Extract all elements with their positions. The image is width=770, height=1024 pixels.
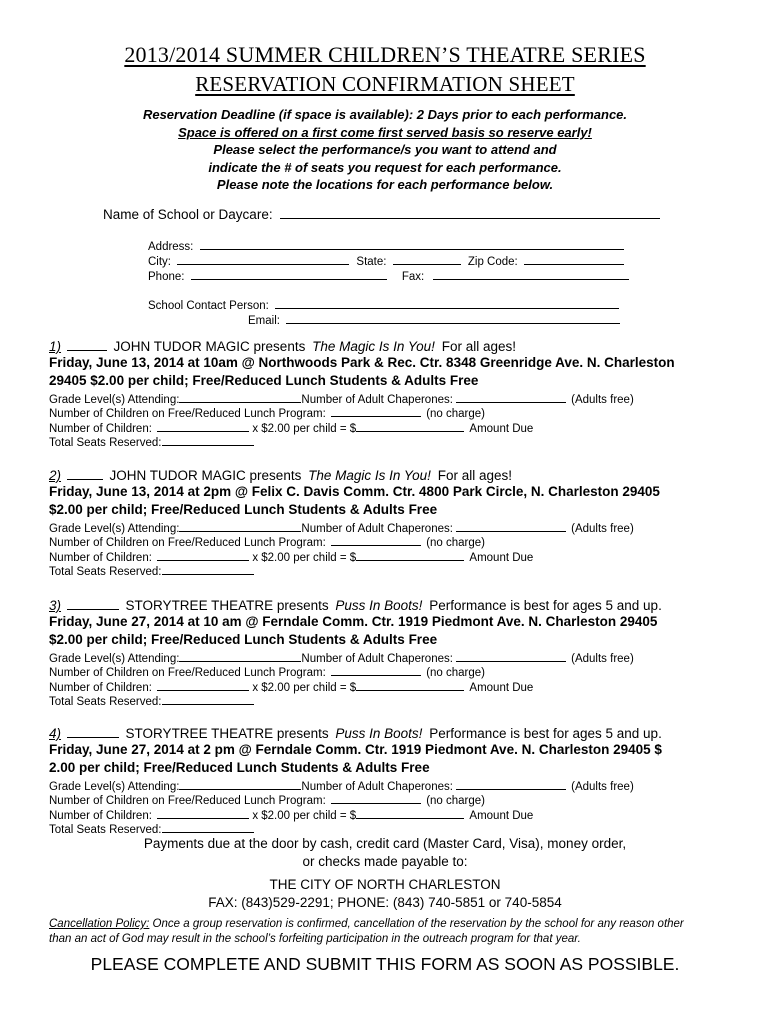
no-charge-note: (no charge) [426, 795, 485, 807]
phone-fax-row [148, 268, 629, 283]
adults-free-note: (Adults free) [571, 523, 634, 535]
grade-chaperone-row [49, 650, 634, 665]
amount-line[interactable] [356, 807, 464, 819]
amount-due-label: Amount Due [469, 423, 534, 435]
adults-free-note: (Adults free) [571, 394, 634, 406]
children-label: Number of Children: [49, 552, 152, 564]
select-performance-text: Please select the performance/s you want to attend and [213, 142, 557, 157]
free-lunch-label: Number of Children on Free/Reduced Lunch Program: [49, 667, 326, 679]
email-line[interactable] [286, 312, 620, 324]
school-name-label: Name of School or Daycare: [103, 207, 273, 222]
chaperones-line[interactable] [456, 778, 566, 790]
performance-heading [49, 467, 512, 483]
performance-company: JOHN TUDOR MAGIC presents [109, 468, 302, 483]
adults-free-note: (Adults free) [571, 781, 634, 793]
free-lunch-line[interactable] [331, 792, 421, 804]
performance-date-location: Friday, June 27, 2014 at 10 am @ Ferndale Comm. Ctr. 1919 Piedmont Ave. N. Charleston 29405 [49, 614, 658, 629]
chaperones-line[interactable] [456, 650, 566, 662]
grade-line[interactable] [179, 778, 301, 790]
performance-show: The Magic Is In You! [312, 339, 435, 354]
fax-line[interactable] [433, 268, 629, 280]
performance-show: Puss In Boots! [335, 726, 423, 741]
free-lunch-label: Number of Children on Free/Reduced Lunch Program: [49, 795, 326, 807]
performance-heading [49, 597, 662, 613]
email-field[interactable] [248, 312, 620, 327]
chaperones-label: Number of Adult Chaperones: [301, 653, 453, 665]
chaperones-label: Number of Adult Chaperones: [301, 394, 453, 406]
total-seats-label: Total Seats Reserved: [49, 566, 162, 578]
grade-line[interactable] [179, 650, 301, 662]
cancellation-text-2: than an act of God may result in the school’s forfeiting participation in the outreach program for that year. [49, 933, 581, 945]
total-seats-line[interactable] [162, 821, 254, 833]
city-label: City: [148, 256, 171, 268]
free-lunch-label: Number of Children on Free/Reduced Lunch Program: [49, 537, 326, 549]
chaperones-label: Number of Adult Chaperones: [301, 781, 453, 793]
contact-person-label: School Contact Person: [148, 300, 269, 312]
performance-company: JOHN TUDOR MAGIC presents [113, 339, 306, 354]
children-label: Number of Children: [49, 682, 152, 694]
children-line[interactable] [157, 549, 249, 561]
performance-company: STORYTREE THEATRE presents [125, 598, 329, 613]
free-lunch-row [49, 534, 485, 549]
amount-line[interactable] [356, 420, 464, 432]
chaperones-line[interactable] [456, 520, 566, 532]
performance-select-line[interactable] [67, 467, 103, 480]
grade-chaperone-row [49, 778, 634, 793]
total-seats-line[interactable] [162, 563, 254, 575]
performance-select-line[interactable] [67, 597, 119, 610]
free-lunch-label: Number of Children on Free/Reduced Lunch Program: [49, 408, 326, 420]
no-charge-note: (no charge) [426, 667, 485, 679]
state-line[interactable] [393, 253, 461, 265]
children-label: Number of Children: [49, 423, 152, 435]
school-name-line[interactable] [280, 207, 660, 219]
price-times-label: x $2.00 per child = $ [252, 552, 357, 564]
performance-price: $2.00 per child; Free/Reduced Lunch Students & Adults Free [49, 632, 438, 647]
contact-person-line[interactable] [275, 297, 619, 309]
grade-label: Grade Level(s) Attending: [49, 394, 180, 406]
performance-price: 2.00 per child; Free/Reduced Lunch Students & Adults Free [49, 760, 430, 775]
performance-date-location: Friday, June 13, 2014 at 10am @ Northwoods Park & Rec. Ctr. 8348 Greenridge Ave. N. Charleston [49, 355, 675, 370]
chaperones-label: Number of Adult Chaperones: [301, 523, 453, 535]
cancellation-label: Cancellation Policy: [49, 918, 150, 930]
children-row [49, 420, 533, 435]
free-lunch-line[interactable] [331, 664, 421, 676]
amount-due-label: Amount Due [469, 552, 534, 564]
children-row [49, 679, 533, 694]
performance-number: 4) [49, 726, 62, 741]
footer-instruction: PLEASE COMPLETE AND SUBMIT THIS FORM AS SOON AS POSSIBLE. [90, 954, 680, 974]
address-label: Address: [148, 241, 194, 253]
amount-line[interactable] [356, 549, 464, 561]
total-seats-row [49, 693, 254, 708]
performance-date-location: Friday, June 13, 2014 at 2pm @ Felix C. Davis Comm. Ctr. 4800 Park Circle, N. Charleston 29405 [49, 484, 660, 499]
price-times-label: x $2.00 per child = $ [252, 682, 357, 694]
amount-due-label: Amount Due [469, 810, 534, 822]
grade-chaperone-row [49, 520, 634, 535]
free-lunch-row [49, 405, 485, 420]
total-seats-row [49, 821, 254, 836]
performance-price: 29405 $2.00 per child; Free/Reduced Lunch Students & Adults Free [49, 373, 479, 388]
performance-heading [49, 725, 662, 741]
city-line[interactable] [177, 253, 349, 265]
school-name-field[interactable] [103, 207, 660, 222]
address-field[interactable] [148, 238, 624, 253]
free-lunch-line[interactable] [331, 534, 421, 546]
children-line[interactable] [157, 679, 249, 691]
total-seats-line[interactable] [162, 434, 254, 446]
page-title: 2013/2014 SUMMER CHILDREN’S THEATRE SERIES [124, 42, 646, 67]
chaperones-line[interactable] [456, 391, 566, 403]
address-line[interactable] [200, 238, 624, 250]
performance-audience: For all ages! [441, 339, 516, 354]
performance-show: The Magic Is In You! [308, 468, 431, 483]
children-row [49, 807, 533, 822]
price-times-label: x $2.00 per child = $ [252, 810, 357, 822]
grade-label: Grade Level(s) Attending: [49, 653, 180, 665]
payment-line-1: Payments due at the door by cash, credit card (Master Card, Visa), money order, [143, 836, 627, 851]
grade-chaperone-row [49, 391, 634, 406]
note-locations-text: Please note the locations for each performance below. [216, 177, 554, 192]
no-charge-note: (no charge) [426, 537, 485, 549]
children-line[interactable] [157, 420, 249, 432]
performance-audience: Performance is best for ages 5 and up. [429, 598, 662, 613]
deadline-text: Reservation Deadline (if space is available): 2 Days prior to each performance. [142, 107, 628, 122]
contact-numbers: FAX: (843)529-2291; PHONE: (843) 740-5851 or 740-5854 [208, 895, 562, 910]
fax-label: Fax: [401, 271, 425, 283]
grade-label: Grade Level(s) Attending: [49, 523, 180, 535]
total-seats-line[interactable] [162, 693, 254, 705]
phone-label: Phone: [148, 271, 185, 283]
performance-date-location: Friday, June 27, 2014 at 2 pm @ Ferndale Comm. Ctr. 1919 Piedmont Ave. N. Charleston 29405 $ [49, 742, 662, 757]
grade-label: Grade Level(s) Attending: [49, 781, 180, 793]
no-charge-note: (no charge) [426, 408, 485, 420]
amount-line[interactable] [356, 679, 464, 691]
total-seats-row [49, 563, 254, 578]
zip-label: Zip Code: [467, 256, 518, 268]
performance-select-line[interactable] [67, 725, 119, 738]
total-seats-row [49, 434, 254, 449]
total-seats-label: Total Seats Reserved: [49, 437, 162, 449]
zip-line[interactable] [524, 253, 624, 265]
free-lunch-row [49, 664, 485, 679]
cancellation-text-1: Once a group reservation is confirmed, cancellation of the reservation by the school for any reason other [149, 918, 684, 930]
indicate-seats-text: indicate the # of seats you request for each performance. [208, 160, 562, 175]
page-subtitle: RESERVATION CONFIRMATION SHEET [195, 72, 575, 96]
performance-number: 2) [49, 468, 62, 483]
total-seats-label: Total Seats Reserved: [49, 824, 162, 836]
adults-free-note: (Adults free) [571, 653, 634, 665]
performance-number: 1) [49, 339, 62, 354]
state-label: State: [356, 256, 387, 268]
contact-person-field[interactable] [148, 297, 619, 312]
payment-line-2: or checks made payable to: [302, 854, 468, 869]
grade-line[interactable] [179, 391, 301, 403]
performance-number: 3) [49, 598, 62, 613]
children-line[interactable] [157, 807, 249, 819]
performance-heading [49, 338, 516, 354]
cancellation-policy-1 [49, 918, 684, 930]
total-seats-label: Total Seats Reserved: [49, 696, 162, 708]
performance-show: Puss In Boots! [335, 598, 423, 613]
performance-company: STORYTREE THEATRE presents [125, 726, 329, 741]
performance-audience: For all ages! [437, 468, 512, 483]
performance-audience: Performance is best for ages 5 and up. [429, 726, 662, 741]
children-label: Number of Children: [49, 810, 152, 822]
city-state-zip-row [148, 253, 624, 268]
email-label: Email: [248, 315, 280, 327]
payable-org: THE CITY OF NORTH CHARLESTON [269, 877, 501, 892]
first-come-text: Space is offered on a first come first served basis so reserve early! [178, 125, 592, 140]
grade-line[interactable] [179, 520, 301, 532]
children-row [49, 549, 533, 564]
performance-price: $2.00 per child; Free/Reduced Lunch Students & Adults Free [49, 502, 438, 517]
price-times-label: x $2.00 per child = $ [252, 423, 357, 435]
phone-line[interactable] [191, 268, 387, 280]
amount-due-label: Amount Due [469, 682, 534, 694]
free-lunch-row [49, 792, 485, 807]
free-lunch-line[interactable] [331, 405, 421, 417]
performance-select-line[interactable] [67, 338, 107, 351]
